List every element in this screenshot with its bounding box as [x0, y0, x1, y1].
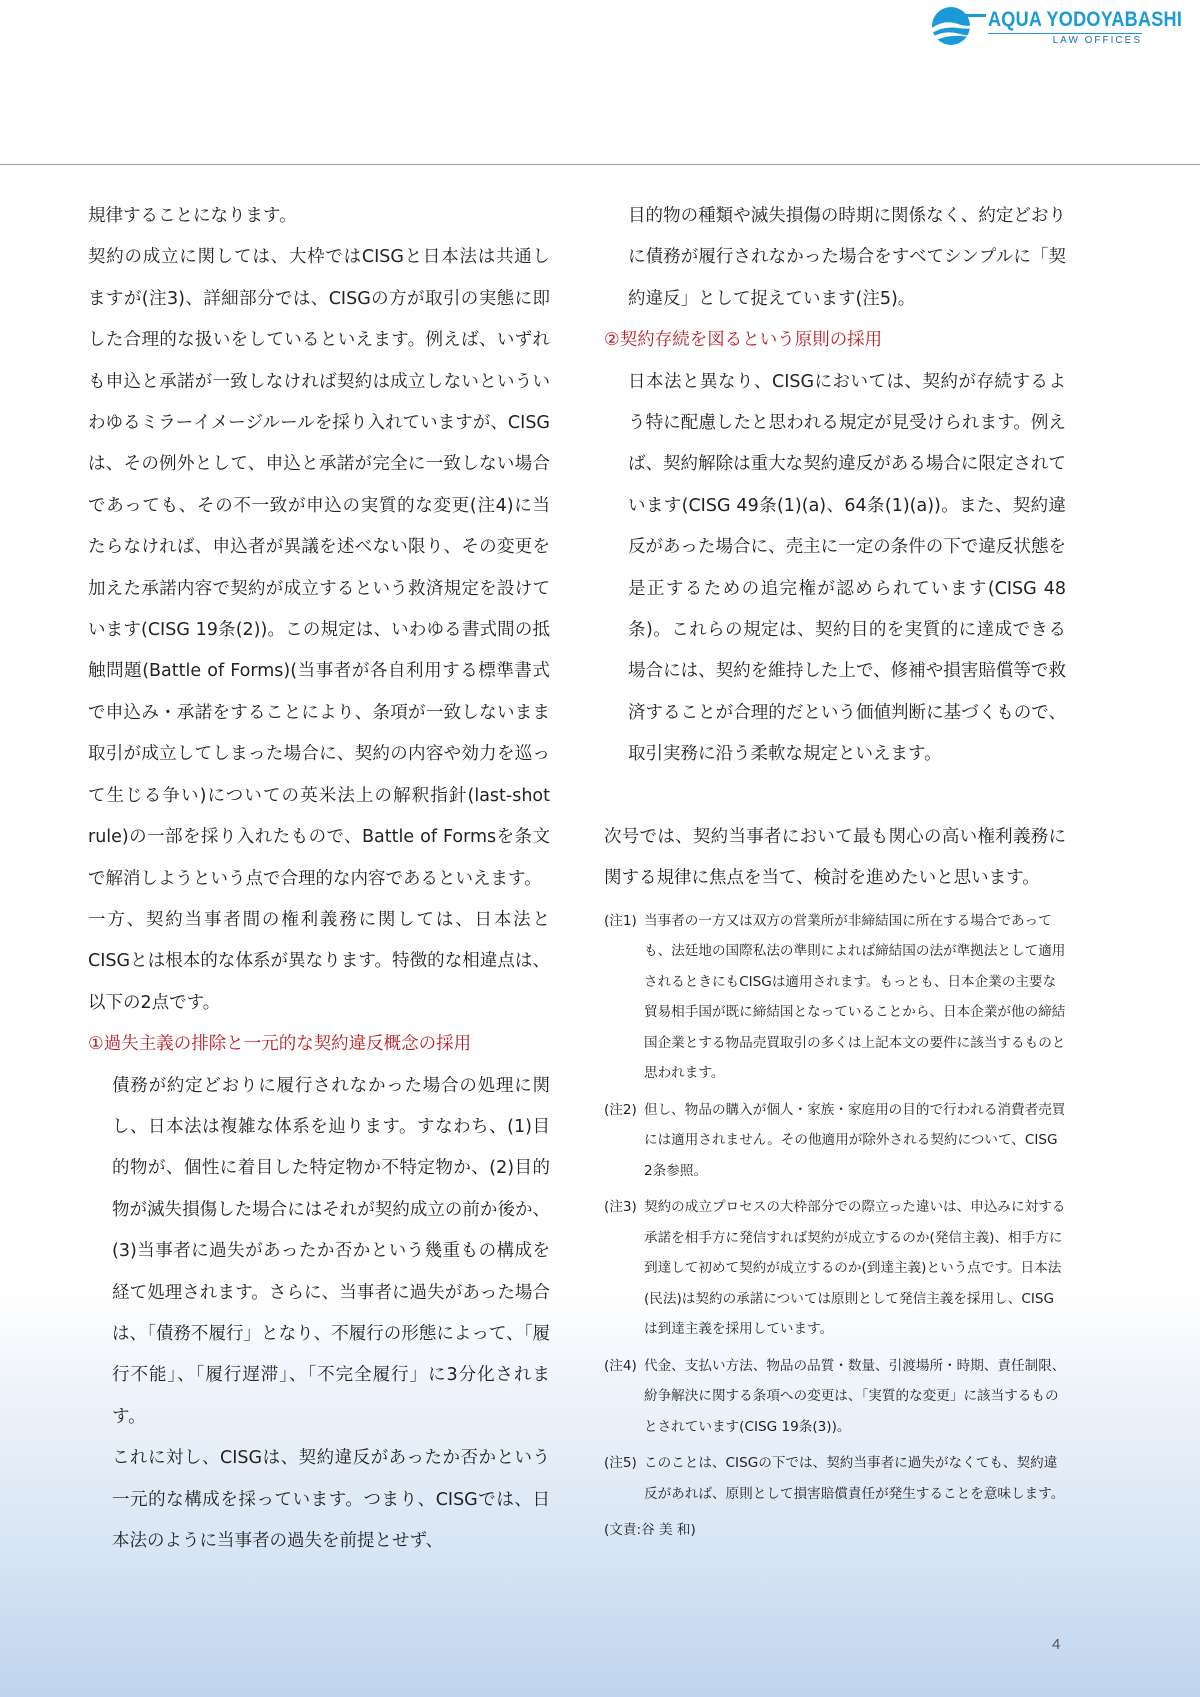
footnote-label: (注2)	[604, 1101, 637, 1118]
footnote	[604, 1351, 1066, 1443]
paragraph: 一方、契約当事者間の権利義務に関しては、日本法とCISGとは根本的な体系が異なります。特徴的な相違点は、以下の2点です。	[88, 909, 550, 1013]
firm-logo	[930, 6, 1183, 50]
left-column	[88, 196, 550, 1562]
footnote-text: 契約の成立プロセスの大枠部分での際立った違いは、申込みに対する承諾を相手方に発信すれば契約が成立するのか(発信主義)、相手方に到達して初めて契約が成立するのか(到達主義)という点です。日本法(民法)は契約の承諾については原則として発信主義を採用し、CISGは到達主義を採用しています。	[644, 1199, 1066, 1337]
footnote-text: 当事者の一方又は双方の営業所が非締結国に所在する場合であっても、法廷地の国際私法の準則によれば締結国の法が準拠法として適用されるときにもCISGは適用されます。もっとも、日本企業の主要な貿易相手国が既に締結国となっていることから、日本企業が他の締結国企業とする物品売買取引の多くは上記本文の要件に該当するものと思われます。	[644, 912, 1066, 1081]
paragraph: 契約の成立に関しては、大枠ではCISGと日本法は共通しますが(注3)、詳細部分では、CISGの方が取引の実態に即した合理的な扱いをしているといえます。例えば、いずれも申込と承諾が一致しなければ契約は成立しないといういわゆるミラーイメージルールを採り入れていますが、CISGは、その例外として、申込と承諾が完全に一致しない場合であっても、その不一致が申込の実質的な変更(注4)に当たらなければ、申込者が異議を述べない限り、その変更を加えた承諾内容で契約が成立するという救済規定を設けています(CISG 19条(2))。この規定は、いわゆる書式間の抵触問題(Battle of Forms)(当事者が各自利用する標準書式で申込み・承諾をすることにより、条項が一致しないまま取引が成立してしまった場合に、契約の内容や効力を巡って生じる争い)についての英米法上の解釈指針(last-shot rule)の一部を採り入れたもので、Battle of Formsを条文で解消しようという点で合理的な内容であるといえます。	[88, 247, 550, 889]
right-column	[604, 196, 1066, 1545]
footnote-text: 代金、支払い方法、物品の品質・数量、引渡場所・時期、責任制限、紛争解決に関する条項への変更は、「実質的な変更」に該当するものとされています(CISG 19条(3))。	[644, 1357, 1066, 1435]
author-credit: (文責:谷 美 和)	[604, 1522, 696, 1538]
wave-circle-icon	[930, 6, 986, 46]
footnote	[604, 1192, 1066, 1345]
paragraph: 規律することになります。	[88, 206, 297, 226]
paragraph: 日本法と異なり、CISGにおいては、契約が存続するよう特に配慮したと思われる規定が見受けられます。例えば、契約解除は重大な契約違反がある場合に限定されています(CISG 49条(1)(a)、64条(1)(a))。また、契約違反があった場合に、売主に一定の条件の下で違反状態を是正するための追完権が認められています(CISG 48条)。これらの規定は、契約目的を実質的に達成できる場合には、契約を維持した上で、修補や損害賠償等で救済することが合理的だという価値判断に基づくもので、取引実務に沿う柔軟な規定といえます。	[628, 371, 1066, 765]
section-heading: ②契約存続を図るという原則の採用	[604, 330, 883, 351]
page-number: 4	[1052, 1636, 1061, 1653]
brand-subtitle: LAW OFFICES	[988, 33, 1142, 46]
paragraph: これに対し、CISGは、契約違反があったか否かという一元的な構成を採っています。つまり、CISGでは、日本法のように当事者の過失を前提とせず、	[112, 1448, 550, 1551]
footnote-text: 但し、物品の購入が個人・家族・家庭用の目的で行われる消費者売買には適用されません。その他適用が除外される契約について、CISG 2条参照。	[644, 1101, 1066, 1179]
brand-name: AQUA YODOYABASHI	[988, 8, 1183, 31]
footnote-label: (注4)	[604, 1357, 637, 1374]
paragraph: 次号では、契約当事者において最も関心の高い権利義務に関する規律に焦点を当て、検討を進めたいと思います。	[604, 826, 1066, 889]
footnote	[604, 906, 1066, 1089]
paragraph: 債務が約定どおりに履行されなかった場合の処理に関し、日本法は複雑な体系を辿ります。すなわち、(1)目的物が、個性に着目した特定物か不特定物か、(2)目的物が滅失損傷した場合にはそれが契約成立の前か後か、(3)当事者に過失があったか否かという幾重もの構成を経て処理されます。さらに、当事者に過失があった場合は、「債務不履行」となり、不履行の形態によって、「履行不能」、「履行遅滞」、「不完全履行」に3分化されます。	[112, 1075, 550, 1427]
footnote-label: (注5)	[604, 1455, 637, 1471]
paragraph: 目的物の種類や滅失損傷の時期に関係なく、約定どおりに債務が履行されなかった場合をすべてシンプルに「契約違反」として捉えています(注5)。	[628, 206, 1066, 309]
footnote-label: (注3)	[604, 1199, 637, 1215]
footnotes	[604, 906, 1066, 1510]
footnote	[604, 1095, 1066, 1187]
header-divider	[0, 164, 1200, 165]
footnote-label: (注1)	[604, 912, 637, 929]
section-heading: ①過失主義の排除と一元的な契約違反概念の採用	[88, 1034, 472, 1055]
spacer	[604, 776, 1066, 817]
footnote-text: このことは、CISGの下では、契約当事者に過失がなくても、契約違反があれば、原則として損害賠償責任が発生することを意味します。	[644, 1455, 1065, 1502]
footnote	[604, 1448, 1066, 1509]
